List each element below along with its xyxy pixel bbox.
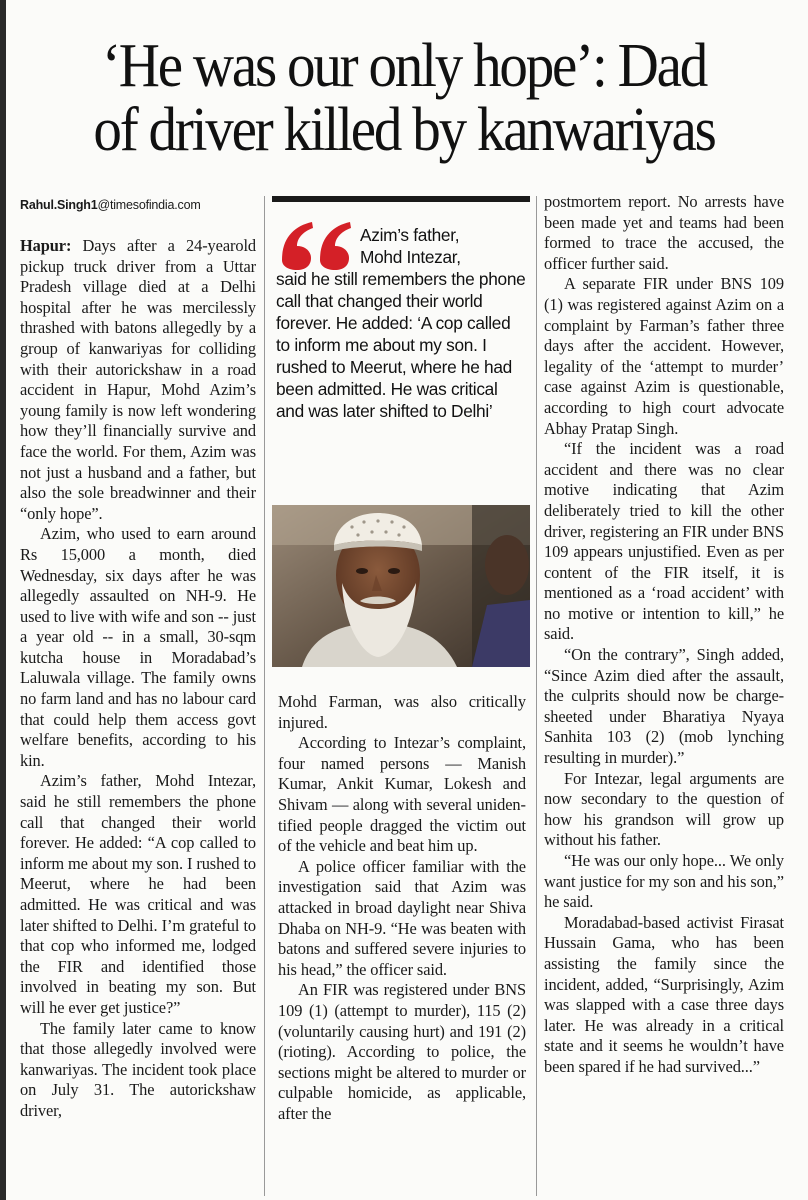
pull-quote-line-1: Azim’s father, bbox=[360, 225, 460, 245]
photo-image bbox=[272, 505, 530, 667]
paragraph-12 bbox=[544, 645, 784, 769]
paragraph-text: “He was our only hope... We only want justice for my son and his son,” he said. bbox=[544, 851, 784, 912]
paragraph-text: Days after a 24-yearold pickup truck driver from a Uttar Pradesh village died at a Delhi hospital after he was mercilessly thrashed with batons allegedly by a group of kanwariyas for colliding with their autorickshaw in a road accident in Hapur, Mohd Azim’s young family is now left wondering how they’ll financially survive and face the world. For them, Azim was not just a husband and a father, but also the sole breadwinner and their “only hope”. bbox=[20, 236, 256, 523]
paragraph-text: A separate FIR under BNS 109 (1) was registered against Azim on a complaint by Farman’s father three days after the accident. However, legality of the ‘attempt to murder’ case against Azim is questionable, according to high court advocate Abhay Pratap Singh. bbox=[544, 274, 784, 438]
headline-line-2: of driver killed by kanwariyas bbox=[93, 96, 715, 164]
byline-domain: @timesofindia.com bbox=[97, 198, 201, 212]
paragraph-text: Azim’s father, Mohd Intezar, said he still remembers the phone call that changed their world forever. He added: “A cop called to inform me about my son. I rushed to Meerut, where he had been admitted. He was critical and was later shifted to Delhi. I’m grateful to that cop who informed me, lodged the FIR and identified those involved in beating my son. But will he ever get justice?” bbox=[20, 771, 256, 1017]
paragraph-4 bbox=[20, 1019, 256, 1122]
paragraph-3 bbox=[20, 771, 256, 1018]
paragraph-1 bbox=[20, 236, 256, 524]
paragraph-6 bbox=[278, 733, 526, 857]
paragraph-2 bbox=[20, 524, 256, 771]
paragraph-10 bbox=[544, 274, 784, 439]
paragraph-text: For Intezar, legal arguments are now secondary to the question of how his grandson will grow up without his father. bbox=[544, 768, 784, 850]
paragraph-text: An FIR was registered under BNS 109 (1) (attempt to murder), 115 (2) (voluntarily causing hurt) and 191 (2) (rioting). According to police, the sections might be altered to murder or culpable homicide, as applicable, after the bbox=[278, 980, 526, 1123]
column-3 bbox=[544, 192, 784, 1078]
paragraph-8 bbox=[278, 980, 526, 1124]
page-edge-shadow bbox=[0, 0, 6, 1200]
paragraph-5 bbox=[278, 692, 526, 733]
byline-name: Rahul.Singh1 bbox=[20, 198, 98, 212]
paragraph-13 bbox=[544, 769, 784, 851]
paragraph-text: The family later came to know that those allegedly involved were kanwariyas. The incident took place on July 31. The autorickshaw driver, bbox=[20, 1018, 256, 1120]
paragraph-14 bbox=[544, 851, 784, 913]
paragraph-text: Moradabad-based activist Firasat Hussain Gama, who has been assisting the family since the incident, added, “Surprisingly, Azim was slapped with a case three days later. He was already in a critical state and it seems he wouldn’t have been spared if he had survived...” bbox=[544, 912, 784, 1076]
column-2 bbox=[278, 692, 526, 1124]
headline-line-1: ‘He was our only hope’: Dad bbox=[101, 32, 707, 100]
column-rule-1 bbox=[264, 196, 265, 1196]
paragraph-text: According to Intezar’s complaint, four named persons — Manish Kumar, Ankit Kumar, Lokesh and Shivam — along with several unidentified people dragged the victim out of the vehicle and beat him up. bbox=[278, 733, 526, 856]
column-rule-2 bbox=[536, 196, 537, 1196]
pull-quote-rest: said he still remembers the phone call that changed their world forever. He added: ‘A cop called to inform me about my son. I rushed to Meerut, where he had been admitted. He was critical and was later shifted to Delhi’ bbox=[276, 269, 526, 421]
paragraph-text: A police officer familiar with the investigation said that Azim was attacked in broad daylight near Shiva Dhaba on NH-9. “He was beaten with batons and suffered severe injuries to his head,” the officer said. bbox=[278, 856, 526, 979]
paragraph-9 bbox=[544, 192, 784, 274]
paragraph-11 bbox=[544, 439, 784, 645]
paragraph-text: postmortem report. No arrests have been made yet and teams had been formed to trace the accused, the officer further said. bbox=[544, 192, 784, 273]
portrait-photo bbox=[272, 505, 530, 667]
paragraph-7 bbox=[278, 857, 526, 981]
column-1 bbox=[20, 236, 256, 1122]
pull-quote-text bbox=[276, 224, 528, 422]
paragraph-15 bbox=[544, 913, 784, 1078]
paragraph-text: Azim, who used to earn around Rs 15,000 a month, died Wednesday, six days after he was allegedly assaulted on NH-9. He used to live with wife and son -- just a year old -- in a small, 30-sqm kutcha house in Moradabad’s Laluwala village. The family owns no farm land and has no labour card that could help them access govt welfare benefits, according to his kin. bbox=[20, 524, 256, 770]
byline bbox=[20, 198, 201, 212]
dateline: Hapur: bbox=[20, 236, 72, 255]
pull-quote-line-2: Mohd Intezar, bbox=[360, 247, 461, 267]
headline bbox=[45, 34, 763, 162]
paragraph-text: “If the incident was a road accident and there was no clear motive indicating that Azim deliberately tried to kill the other driver, registering an FIR under BNS 109 appears unjustified. Even as per content of the FIR itself, it is mentioned as a ‘road accident’ with no motive or intention to kill,” he said. bbox=[544, 439, 784, 644]
paragraph-text: “On the contrary”, Singh added, “Since Azim died after the assault, the culprits should now be charge-sheeted under Bharatiya Nyaya Sanhita 103 (2) (mob lynching resulting in murder).” bbox=[544, 645, 784, 768]
paragraph-text: Mohd Farman, was also critically injured. bbox=[278, 692, 526, 732]
